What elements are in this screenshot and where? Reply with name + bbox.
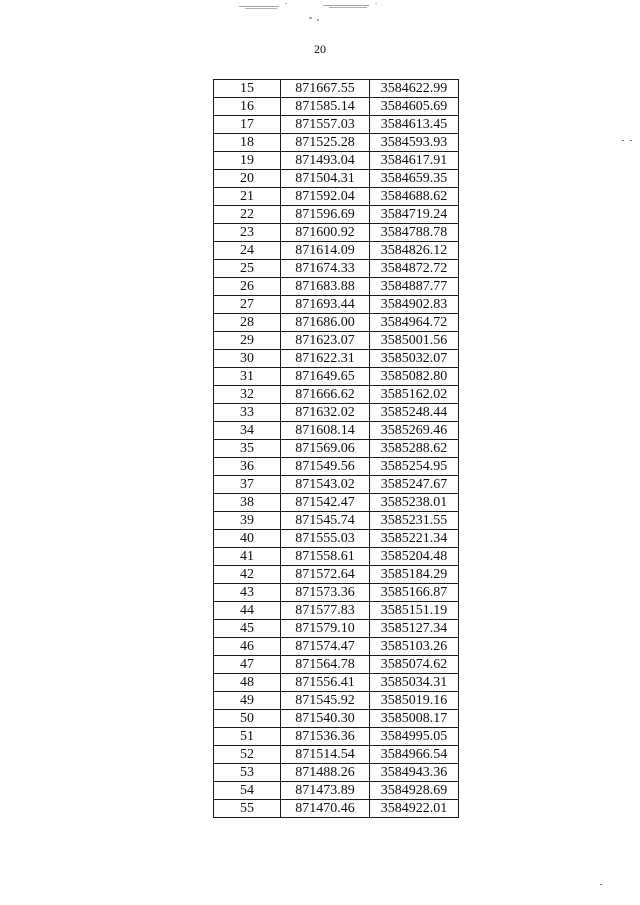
x-coordinate-cell: 871504.31 [281,170,370,188]
point-number-cell: 34 [214,422,281,440]
table-row [214,332,459,350]
y-coordinate-cell: 3584788.78 [370,224,459,242]
table-row [214,440,459,458]
table-row [214,80,459,98]
point-number-cell: 25 [214,260,281,278]
point-number-cell: 35 [214,440,281,458]
table-row [214,782,459,800]
x-coordinate-cell: 871569.06 [281,440,370,458]
table-row [214,512,459,530]
y-coordinate-cell: 3585204.48 [370,548,459,566]
point-number-cell: 19 [214,152,281,170]
x-coordinate-cell: 871542.47 [281,494,370,512]
y-coordinate-cell: 3585019.16 [370,692,459,710]
y-coordinate-cell: 3584593.93 [370,134,459,152]
table-row [214,188,459,206]
x-coordinate-cell: 871473.89 [281,782,370,800]
x-coordinate-cell: 871649.65 [281,368,370,386]
y-coordinate-cell: 3585221.34 [370,530,459,548]
y-coordinate-cell: 3584688.62 [370,188,459,206]
x-coordinate-cell: 871564.78 [281,656,370,674]
y-coordinate-cell: 3584872.72 [370,260,459,278]
table-row [214,584,459,602]
y-coordinate-cell: 3584943.36 [370,764,459,782]
x-coordinate-cell: 871623.07 [281,332,370,350]
x-coordinate-cell: 871470.46 [281,800,370,818]
point-number-cell: 51 [214,728,281,746]
y-coordinate-cell: 3584617.91 [370,152,459,170]
point-number-cell: 38 [214,494,281,512]
y-coordinate-cell: 3585254.95 [370,458,459,476]
point-number-cell: 15 [214,80,281,98]
point-number-cell: 43 [214,584,281,602]
x-coordinate-cell: 871579.10 [281,620,370,638]
x-coordinate-cell: 871596.69 [281,206,370,224]
point-number-cell: 55 [214,800,281,818]
y-coordinate-cell: 3584613.45 [370,116,459,134]
table-row [214,386,459,404]
y-coordinate-cell: 3585103.26 [370,638,459,656]
table-row [214,242,459,260]
table-row [214,602,459,620]
x-coordinate-cell: 871525.28 [281,134,370,152]
y-coordinate-cell: 3584902.83 [370,296,459,314]
y-coordinate-cell: 3585269.46 [370,422,459,440]
table-row [214,152,459,170]
table-row [214,116,459,134]
x-coordinate-cell: 871572.64 [281,566,370,584]
point-number-cell: 29 [214,332,281,350]
x-coordinate-cell: 871488.26 [281,764,370,782]
y-coordinate-cell: 3585074.62 [370,656,459,674]
y-coordinate-cell: 3585082.80 [370,368,459,386]
point-number-cell: 26 [214,278,281,296]
point-number-cell: 46 [214,638,281,656]
table-row [214,98,459,116]
table-row [214,692,459,710]
x-coordinate-cell: 871549.56 [281,458,370,476]
table-row [214,548,459,566]
scan-speck [600,884,602,885]
point-number-cell: 37 [214,476,281,494]
x-coordinate-cell: 871555.03 [281,530,370,548]
y-coordinate-cell: 3585001.56 [370,332,459,350]
table-row [214,638,459,656]
x-coordinate-cell: 871592.04 [281,188,370,206]
point-number-cell: 52 [214,746,281,764]
y-coordinate-cell: 3584719.24 [370,206,459,224]
x-coordinate-cell: 871614.09 [281,242,370,260]
y-coordinate-cell: 3584964.72 [370,314,459,332]
x-coordinate-cell: 871622.31 [281,350,370,368]
table-row [214,620,459,638]
point-number-cell: 49 [214,692,281,710]
x-coordinate-cell: 871545.74 [281,512,370,530]
table-row [214,170,459,188]
x-coordinate-cell: 871557.03 [281,116,370,134]
x-coordinate-cell: 871686.00 [281,314,370,332]
point-number-cell: 18 [214,134,281,152]
point-number-cell: 48 [214,674,281,692]
table-row [214,206,459,224]
y-coordinate-cell: 3585248.44 [370,404,459,422]
point-number-cell: 42 [214,566,281,584]
x-coordinate-cell: 871693.44 [281,296,370,314]
y-coordinate-cell: 3585238.01 [370,494,459,512]
y-coordinate-cell: 3585166.87 [370,584,459,602]
table-row [214,350,459,368]
table-row [214,278,459,296]
point-number-cell: 53 [214,764,281,782]
y-coordinate-cell: 3584995.05 [370,728,459,746]
point-number-cell: 16 [214,98,281,116]
table-row [214,728,459,746]
table-row [214,764,459,782]
y-coordinate-cell: 3584605.69 [370,98,459,116]
point-number-cell: 50 [214,710,281,728]
point-number-cell: 36 [214,458,281,476]
point-number-cell: 32 [214,386,281,404]
x-coordinate-cell: 871577.83 [281,602,370,620]
x-coordinate-cell: 871514.54 [281,746,370,764]
table-row [214,566,459,584]
point-number-cell: 33 [214,404,281,422]
x-coordinate-cell: 871632.02 [281,404,370,422]
point-number-cell: 54 [214,782,281,800]
x-coordinate-cell: 871574.47 [281,638,370,656]
table-row [214,368,459,386]
y-coordinate-cell: 3585247.67 [370,476,459,494]
x-coordinate-cell: 871667.55 [281,80,370,98]
table-row [214,314,459,332]
y-coordinate-cell: 3584887.77 [370,278,459,296]
y-coordinate-cell: 3585127.34 [370,620,459,638]
table-row [214,296,459,314]
point-number-cell: 47 [214,656,281,674]
table-row [214,800,459,818]
point-number-cell: 45 [214,620,281,638]
table-row [214,476,459,494]
x-coordinate-cell: 871545.92 [281,692,370,710]
scan-speck [630,140,632,141]
x-coordinate-cell: 871543.02 [281,476,370,494]
point-number-cell: 44 [214,602,281,620]
table-row [214,404,459,422]
point-number-cell: 24 [214,242,281,260]
point-number-cell: 39 [214,512,281,530]
table-row [214,224,459,242]
x-coordinate-cell: 871600.92 [281,224,370,242]
point-number-cell: 30 [214,350,281,368]
point-number-cell: 23 [214,224,281,242]
x-coordinate-cell: 871683.88 [281,278,370,296]
page-number: 20 [314,42,326,56]
x-coordinate-cell: 871674.33 [281,260,370,278]
x-coordinate-cell: 871573.36 [281,584,370,602]
y-coordinate-cell: 3585034.31 [370,674,459,692]
table-row [214,710,459,728]
point-number-cell: 17 [214,116,281,134]
table-row [214,746,459,764]
table-row [214,656,459,674]
y-coordinate-cell: 3584966.54 [370,746,459,764]
point-number-cell: 21 [214,188,281,206]
x-coordinate-cell: 871666.62 [281,386,370,404]
y-coordinate-cell: 3585162.02 [370,386,459,404]
y-coordinate-cell: 3584659.35 [370,170,459,188]
point-number-cell: 20 [214,170,281,188]
x-coordinate-cell: 871558.61 [281,548,370,566]
table-row [214,458,459,476]
point-number-cell: 22 [214,206,281,224]
x-coordinate-cell: 871540.30 [281,710,370,728]
y-coordinate-cell: 3585231.55 [370,512,459,530]
y-coordinate-cell: 3585184.29 [370,566,459,584]
x-coordinate-cell: 871608.14 [281,422,370,440]
coordinates-table [213,79,459,818]
scan-speck [622,140,624,141]
point-number-cell: 41 [214,548,281,566]
coordinates-table-body [214,80,459,818]
y-coordinate-cell: 3585008.17 [370,710,459,728]
table-row [214,494,459,512]
point-number-cell: 40 [214,530,281,548]
y-coordinate-cell: 3584928.69 [370,782,459,800]
table-row [214,134,459,152]
x-coordinate-cell: 871493.04 [281,152,370,170]
point-number-cell: 27 [214,296,281,314]
y-coordinate-cell: 3584622.99 [370,80,459,98]
x-coordinate-cell: 871556.41 [281,674,370,692]
y-coordinate-cell: 3585032.07 [370,350,459,368]
y-coordinate-cell: 3585288.62 [370,440,459,458]
table-row [214,260,459,278]
y-coordinate-cell: 3585151.19 [370,602,459,620]
x-coordinate-cell: 871536.36 [281,728,370,746]
point-number-cell: 28 [214,314,281,332]
y-coordinate-cell: 3584826.12 [370,242,459,260]
point-number-cell: 31 [214,368,281,386]
table-row [214,674,459,692]
x-coordinate-cell: 871585.14 [281,98,370,116]
scan-artifact-mark [225,0,405,26]
table-row [214,422,459,440]
y-coordinate-cell: 3584922.01 [370,800,459,818]
table-row [214,530,459,548]
